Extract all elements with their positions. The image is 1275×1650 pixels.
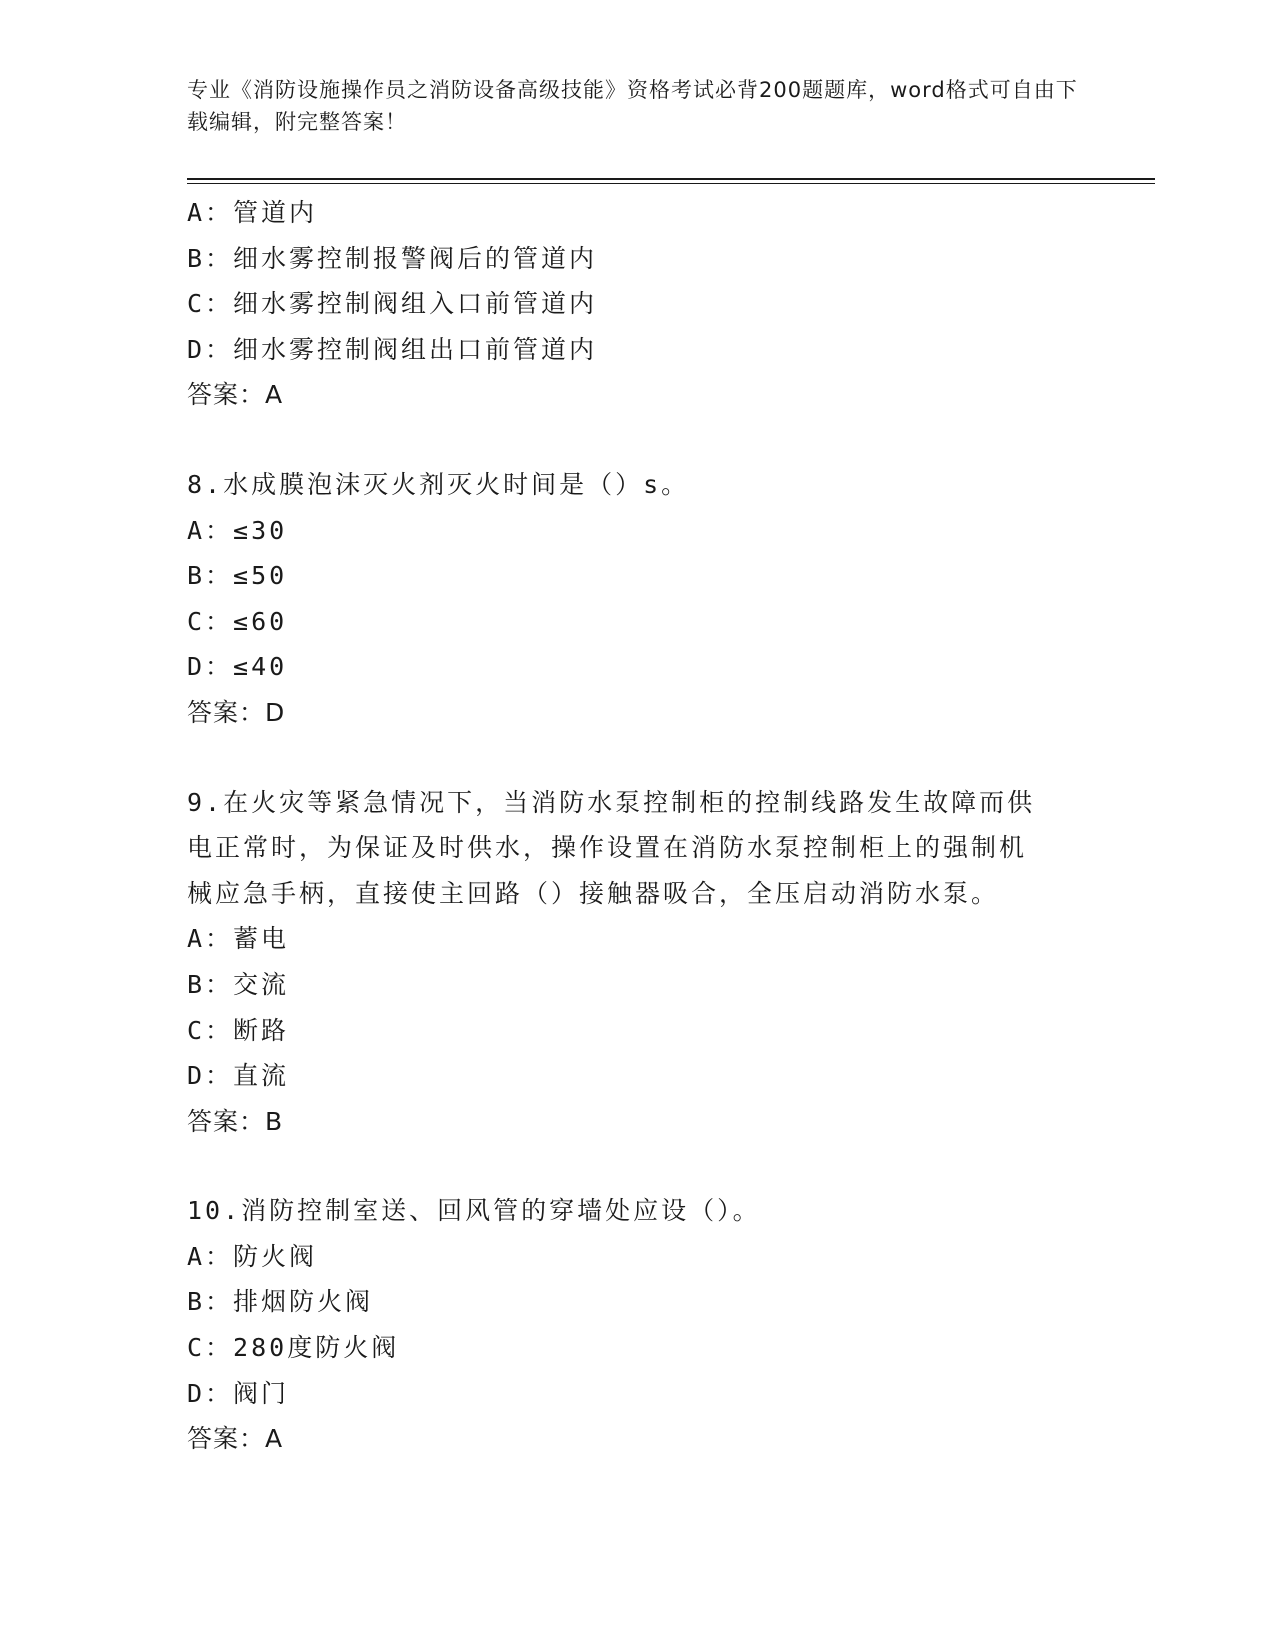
answer: 答案：A — [187, 380, 284, 410]
question-list — [187, 190, 1087, 1462]
question-text-line-3: 械应急手柄，直接使主回路（）接触器吸合，全压启动消防水泵。 — [187, 878, 1000, 908]
option-c: C：280度防火阀 — [187, 1333, 400, 1363]
option-c: C：≤60 — [187, 606, 288, 636]
option-b: B：≤50 — [187, 561, 288, 591]
document-header: 专业《消防设施操作员之消防设备高级技能》资格考试必背200题题库，word格式可自由下载编辑，附完整答案！ — [187, 78, 1078, 134]
option-a: A：防火阀 — [187, 1241, 318, 1271]
answer: 答案：D — [187, 697, 286, 727]
question-9 — [187, 780, 1087, 1145]
option-a: A：管道内 — [187, 198, 318, 227]
header-rule-thick — [187, 178, 1155, 180]
question-8 — [187, 462, 1087, 736]
option-c: C：断路 — [187, 1015, 290, 1045]
question-text-line-1: 9.在火灾等紧急情况下，当消防水泵控制柜的控制线路发生故障而供 — [187, 787, 1036, 817]
option-c: C：细水雾控制阀组入口前管道内 — [187, 289, 598, 319]
answer: 答案：B — [187, 1106, 284, 1136]
option-d: D：直流 — [187, 1061, 290, 1091]
spacer — [187, 1144, 1087, 1188]
question-text-line-2: 电正常时，为保证及时供水，操作设置在消防水泵控制柜上的强制机 — [187, 833, 1028, 863]
spacer — [187, 736, 1087, 780]
question-10 — [187, 1188, 1087, 1462]
question-7 — [187, 190, 1087, 418]
header-rule-thin — [187, 183, 1155, 184]
question-text: 10.消防控制室送、回风管的穿墙处应设（）。 — [187, 1196, 761, 1226]
answer: 答案：A — [187, 1424, 284, 1454]
option-b: B：排烟防火阀 — [187, 1287, 374, 1317]
spacer — [187, 418, 1087, 462]
option-b: B：交流 — [187, 969, 290, 999]
option-a: A：≤30 — [187, 515, 288, 545]
question-text: 8.水成膜泡沫灭火剂灭火时间是（）s。 — [187, 469, 690, 499]
option-b: B：细水雾控制报警阀后的管道内 — [187, 243, 598, 273]
option-d: D：细水雾控制阀组出口前管道内 — [187, 334, 598, 364]
option-d: D：阀门 — [187, 1378, 290, 1408]
option-d: D：≤40 — [187, 652, 288, 682]
option-a: A：蓄电 — [187, 924, 290, 954]
